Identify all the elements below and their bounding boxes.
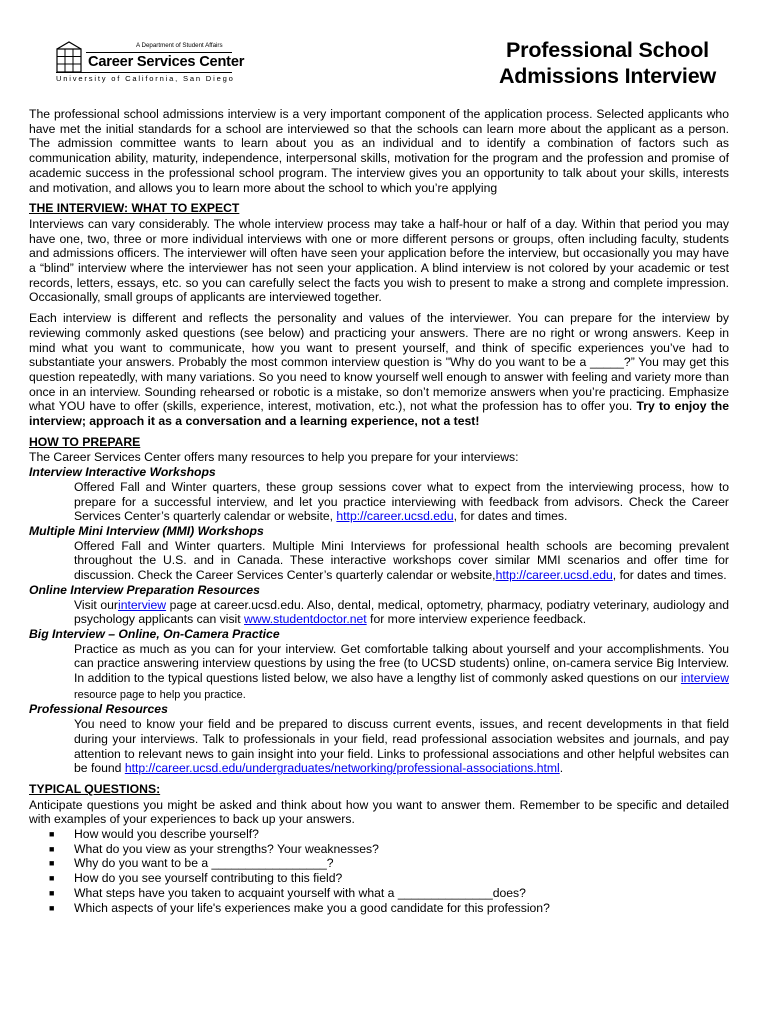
logo-university: University of California, San Diego [56,74,235,83]
document-title [499,37,716,89]
subheading-big-interview: Big Interview – Online, On-Camera Practice [29,626,280,641]
career-center-logo [56,41,246,85]
question-text: How would you describe yourself? [74,827,259,842]
online-text [74,598,729,627]
question-text: Why do you want to be a _________________? [74,856,334,871]
question-text: What do you view as your strengths? Your weaknesses? [74,841,379,856]
interview-paragraph-1: Interviews can vary considerably. The whole interview process may take a half-hour or half of a day. Within that period you may have one, two, three or more individual interviews with one or more different persons or groups, often including faculty, students and admissions officers. The interviewer will often have seen your application before the interview, but occasionally you may have a “blind” interview where the interviewer has not seen your application. A blind interview is not colored by your academic or test records, letters, essays, etc. so you can carefully select the facts you wish to present to make a strong and complete impression. Occasionally, small groups of applicants are interviewed together. [29,216,729,305]
list-item [29,901,729,916]
big-interview-text [74,642,729,703]
interview-paragraph-2-text: Each interview is different and reflects the personality and values of the interviewer. You can prepare for the interview by reviewing commonly asked questions (see below) and practicing your answers. There are no right or wrong answers. Keep in mind what you want to communicate, how you want to present yourself, and think of specific experiences you’ve had to substantiate your answers. Probably the most common interview question is "Why do you want to be a _____?” You may get this question repeatedly, with many variations. So you need to know yourself well enough to answer with feeling and variety more than once in an interview. Sounding rehearsed or robotic is a mistake, so don’t memorize answers when you’re practicing. Emphasize what YOU have to offer (skills, experience, interest, motivation, etc.), not what the profession has to offer you. [29,311,729,414]
section-heading-interview: THE INTERVIEW: WHAT TO EXPECT [29,201,240,216]
mmi-body: Offered Fall and Winter quarters. Multiple Mini Interviews for professional health schools are becoming prevalent throughout the U.S. and in Canada. These interactive workshops cover similar MMI scenarios and offer time for discussion. Check the Career Services Center’s quarterly calendar or website, [74,538,729,583]
bullet-icon: ■ [49,902,55,913]
subheading-mmi: Multiple Mini Interview (MMI) Workshops [29,523,264,538]
big-interview-tail: resource page to help you practice. [74,688,246,701]
workshops-career-link[interactable]: http://career.ucsd.edu [336,509,454,524]
interview-resource-link[interactable]: interview [680,671,729,686]
logo-name: Career Services Center [88,54,245,70]
section-heading-questions: TYPICAL QUESTIONS: [29,781,161,796]
bullet-icon: ■ [49,873,55,884]
list-item [29,871,729,886]
online-body-2: page at career.ucsd.edu. Also, dental, medical, optometry, pharmacy, podiatry veterinary, audiology and psychology applicants can visit [74,597,730,627]
list-item [29,886,729,901]
subheading-online: Online Interview Preparation Resources [29,582,260,597]
list-item [29,842,729,857]
mmi-text [74,539,729,583]
mmi-career-link[interactable]: http://career.ucsd.edu [495,568,613,583]
studentdoctor-link[interactable]: www.studentdoctor.net [244,612,367,627]
professional-tail: . [559,761,564,776]
questions-lead: Anticipate questions you might be asked and think about how you want to answer them. Remember to be specific and detailed with examples of your experiences to back up your answers. [29,797,729,827]
interview-paragraph-2 [29,311,729,429]
workshops-text [74,480,729,524]
section-heading-prepare: HOW TO PREPARE [29,434,141,449]
workshops-tail: , for dates and times. [453,509,568,524]
online-body-3: for more interview experience feedback. [366,612,587,627]
workshops-body: Offered Fall and Winter quarters, these group sessions cover what to expect from the interviewing process, how to prepare for a successful interview, and let you practice interviewing with feedback from advisors. Check the Career Services Center’s quarterly calendar or website, [74,479,729,524]
mmi-tail: , for dates and times. [612,568,727,583]
building-grid-icon [56,41,82,73]
intro-paragraph: The professional school admissions interview is a very important component of the application process. Selected applicants who have met the initial standards for a school are interviewed so that the schools can learn more about the applicant as a person. The admission committee wants to learn about you as an individual and to identify a combination of factors such as communication ability, maturity, independence, interpersonal skills, motivation for the program and the profession and promise of academic success in the professional school program. The interview gives you an opportunity to talk about your skills, interests and motivation, and allows you to learn more about the school to which you’re applying [29,107,729,195]
subheading-professional: Professional Resources [29,702,168,717]
logo-rule-bottom [56,72,232,73]
question-text: What steps have you taken to acquaint yourself with what a ______________does? [74,885,526,900]
list-item [29,856,729,871]
interview-emphasis: Try to enjoy the interview; approach it as a conversation and a learning experience, not a test! [29,399,729,429]
questions-list [29,827,729,915]
bullet-icon: ■ [49,887,55,898]
title-line-1: Professional School [506,38,709,62]
question-text: How do you see yourself contributing to this field? [74,871,343,886]
professional-associations-link[interactable]: http://career.ucsd.edu/undergraduates/networking/professional-associations.html [124,761,560,776]
subheading-workshops: Interview Interactive Workshops [29,465,216,480]
professional-body: You need to know your field and be prepared to discuss current events, issues, and recent developments in that field during your interviews. Talk to professionals in your field, read professional association websites and journals, and pay attention to relevant news to gain insight into your field. Links to professional associations and other helpful websites can be found [74,717,729,776]
list-item [29,827,729,842]
document-body [29,107,729,915]
bullet-icon: ■ [49,843,55,854]
question-text: Which aspects of your life's experiences make you a good candidate for this profession? [74,900,550,915]
professional-text [74,717,729,776]
title-line-2: Admissions Interview [498,64,716,88]
big-interview-body: Practice as much as you can for your interview. Get comfortable talking about yourself and your accomplishments. You can practice answering interview questions by using the free (to UCSD students) online, on-camera service Big Interview. In addition to the typical questions listed below, we also have a lengthy list of commonly asked questions on our [74,641,729,686]
interview-page-link[interactable]: interview [117,597,167,612]
logo-department-line: A Department of Student Affairs [136,42,223,49]
logo-rule [86,52,232,53]
bullet-icon: ■ [49,858,55,869]
prepare-lead: The Career Services Center offers many resources to help you prepare for your interviews: [29,450,519,465]
bullet-icon: ■ [49,829,55,840]
online-body-1: Visit our [74,597,118,612]
